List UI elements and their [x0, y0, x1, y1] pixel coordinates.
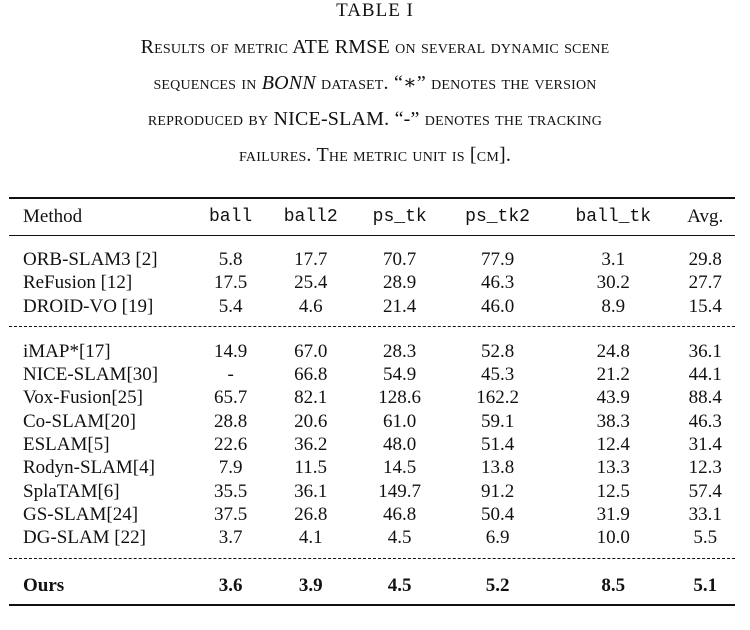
- cell-ps-tk2: 59.1: [480, 410, 515, 432]
- dashed-separator-1: [9, 318, 735, 336]
- cell-ball2: 36.1: [294, 480, 328, 502]
- caption-line-4: failures. The metric unit is [cm].: [238, 144, 512, 166]
- cell-method: DG-SLAM [22]: [23, 527, 146, 549]
- header-method: Method: [23, 206, 83, 227]
- cell-method: Vox-Fusion[25]: [23, 387, 143, 409]
- cell-method: Rodyn-SLAM[4]: [23, 457, 155, 479]
- cell-ps-tk2: 52.8: [480, 340, 515, 362]
- cell-ball: 5.4: [218, 295, 243, 317]
- header-ps-tk2: ps_tk2: [465, 207, 530, 227]
- cell-ball2: 26.8: [294, 503, 328, 525]
- cell-ps-tk2: 51.4: [480, 434, 515, 456]
- cell-method: ORB-SLAM3 [2]: [23, 249, 158, 270]
- cell-ball: 5.8: [218, 249, 243, 270]
- table-row: [9, 244, 735, 271]
- cell-ps-tk: 21.4: [383, 295, 417, 317]
- cell-ps-tk2: 13.8: [480, 457, 515, 479]
- header-ball: ball: [208, 207, 253, 227]
- cell-method: ESLAM[5]: [23, 434, 110, 456]
- cell-ball: 22.6: [213, 434, 248, 456]
- cell-ps-tk: 54.9: [383, 364, 417, 386]
- results-table: [9, 197, 735, 606]
- cell-ball: 3.7: [218, 527, 243, 549]
- cell-ps-tk: 4.5: [387, 527, 412, 549]
- cell-method: iMAP*[17]: [23, 340, 111, 362]
- cell-ball: 7.9: [218, 457, 243, 479]
- cell-ps-tk: 128.6: [378, 387, 422, 409]
- classic-methods-group: [9, 244, 735, 318]
- cell-avg: 46.3: [688, 410, 722, 432]
- cell-method: NICE-SLAM[30]: [23, 364, 159, 386]
- cell-ball2: 11.5: [294, 457, 327, 479]
- header-ps-tk: ps_tk: [372, 207, 427, 227]
- table-label: TABLE I: [336, 0, 414, 21]
- cell-method: DROID-VO [19]: [23, 295, 154, 317]
- cell-ball2: 4.6: [298, 295, 323, 317]
- caption-line-2-c: dataset. “∗” denotes the version: [315, 72, 597, 94]
- cell-ball2: 4.1: [298, 527, 323, 549]
- ours-ps-tk2: 5.2: [485, 574, 510, 596]
- table-caption: [0, 0, 750, 173]
- caption-line-2-a: sequences in: [153, 72, 262, 94]
- cell-ps-tk: 61.0: [383, 410, 417, 432]
- table-row: [9, 410, 735, 433]
- cell-ps-tk2: 77.9: [480, 249, 515, 270]
- cell-ball: 28.8: [213, 410, 248, 432]
- table-row: [9, 271, 735, 294]
- cell-ball: 14.9: [213, 340, 248, 362]
- header-ball-tk: ball_tk: [575, 207, 652, 227]
- cell-ball-tk: 24.8: [596, 340, 630, 362]
- header-ball2: ball2: [283, 207, 338, 227]
- cell-ball2: 36.2: [294, 434, 328, 456]
- cell-ps-tk: 14.5: [383, 457, 417, 479]
- header-rule: [9, 236, 735, 245]
- cell-ps-tk2: 46.3: [480, 272, 515, 294]
- cell-ps-tk: 46.8: [383, 503, 417, 525]
- cell-ball: -: [227, 364, 234, 386]
- cell-method: ReFusion [12]: [23, 272, 133, 294]
- cell-ball-tk: 43.9: [596, 387, 630, 409]
- cell-ps-tk2: 50.4: [480, 503, 515, 525]
- cell-ball-tk: 8.9: [601, 295, 626, 317]
- ours-ball: 3.6: [218, 574, 243, 596]
- cell-ball2: 67.0: [294, 340, 328, 362]
- cell-ball2: 25.4: [294, 272, 328, 294]
- cell-ball-tk: 21.2: [596, 364, 630, 386]
- cell-ball: 17.5: [213, 272, 248, 294]
- cell-avg: 88.4: [688, 387, 722, 409]
- cell-ball-tk: 38.3: [596, 410, 630, 432]
- cell-avg: 29.8: [688, 249, 722, 270]
- cell-ball-tk: 12.5: [596, 480, 630, 502]
- cell-ps-tk2: 6.9: [485, 527, 510, 549]
- cell-avg: 5.5: [693, 527, 718, 549]
- ours-avg: 5.1: [693, 574, 718, 596]
- table-row: [9, 456, 735, 479]
- cell-avg: 31.4: [688, 434, 722, 456]
- table-row-ours: [9, 568, 735, 605]
- table-row: [9, 503, 735, 526]
- cell-avg: 36.1: [688, 340, 722, 362]
- cell-method: Co-SLAM[20]: [23, 410, 136, 432]
- cell-ps-tk2: 91.2: [480, 480, 515, 502]
- cell-ps-tk2: 45.3: [480, 364, 515, 386]
- cell-ps-tk: 28.9: [383, 272, 417, 294]
- table-header-row: [9, 198, 735, 236]
- cell-avg: 12.3: [688, 457, 722, 479]
- cell-ball-tk: 10.0: [596, 527, 630, 549]
- ours-ball2: 3.9: [298, 574, 323, 596]
- caption-line-2: [0, 65, 750, 101]
- table-row: [9, 480, 735, 503]
- ours-ball-tk: 8.5: [601, 574, 626, 596]
- table-row: [9, 526, 735, 549]
- cell-ps-tk2: 162.2: [476, 387, 519, 409]
- table-row: [9, 336, 735, 363]
- cell-ps-tk: 70.7: [383, 249, 417, 270]
- cell-avg: 44.1: [688, 364, 722, 386]
- cell-ball: 37.5: [213, 503, 248, 525]
- table-row: [9, 433, 735, 456]
- cell-ball2: 20.6: [294, 410, 328, 432]
- cell-ball2: 82.1: [294, 387, 328, 409]
- dashed-separator-2: [9, 550, 735, 568]
- caption-line-3: reproduced by NICE-SLAM. “-” denotes the tracking: [147, 108, 603, 130]
- ours-method: Ours: [23, 574, 65, 596]
- cell-avg: 27.7: [688, 272, 722, 294]
- caption-dataset-name: BONN: [261, 72, 316, 94]
- cell-ball2: 17.7: [294, 249, 328, 270]
- cell-ball-tk: 30.2: [596, 272, 630, 294]
- table-row: [9, 295, 735, 318]
- neural-methods-group: [9, 336, 735, 550]
- cell-ball-tk: 12.4: [596, 434, 630, 456]
- cell-ball-tk: 31.9: [596, 503, 630, 525]
- cell-ps-tk: 149.7: [378, 480, 422, 502]
- cell-ball: 65.7: [213, 387, 248, 409]
- cell-ball: 35.5: [213, 480, 248, 502]
- ours-ps-tk: 4.5: [387, 574, 412, 596]
- cell-ps-tk2: 46.0: [480, 295, 515, 317]
- cell-ball2: 66.8: [294, 364, 328, 386]
- cell-ps-tk: 28.3: [383, 340, 417, 362]
- table-row: [9, 363, 735, 386]
- cell-avg: 57.4: [688, 480, 722, 502]
- cell-ball-tk: 3.1: [601, 249, 626, 270]
- cell-avg: 33.1: [688, 503, 722, 525]
- cell-method: SplaTAM[6]: [23, 480, 120, 502]
- caption-line-1: Results of metric ATE RMSE on several dynamic scene: [140, 36, 610, 58]
- cell-method: GS-SLAM[24]: [23, 503, 139, 525]
- cell-ball-tk: 13.3: [596, 457, 630, 479]
- cell-avg: 15.4: [688, 295, 722, 317]
- table-row: [9, 386, 735, 409]
- header-avg: Avg.: [687, 206, 724, 227]
- cell-ps-tk: 48.0: [383, 434, 417, 456]
